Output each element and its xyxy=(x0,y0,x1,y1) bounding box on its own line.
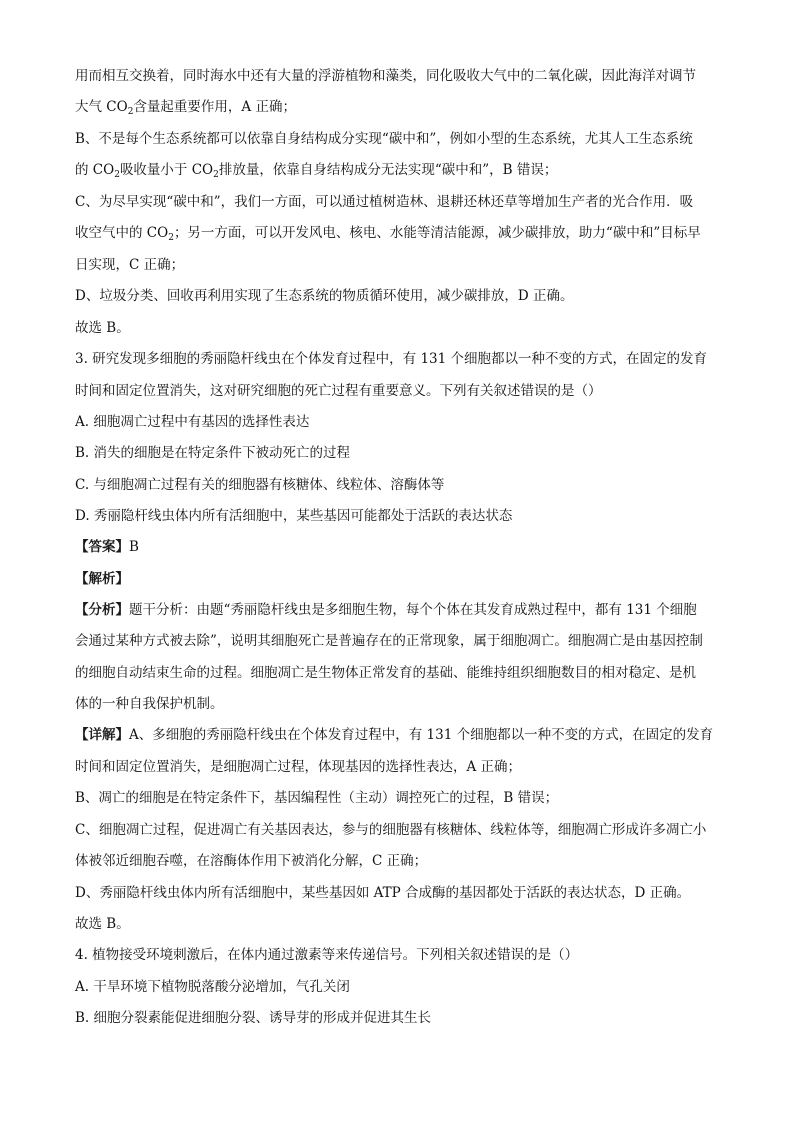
paragraph-line xyxy=(75,97,725,117)
subscript: 2 xyxy=(168,233,174,243)
analysis-line: 会通过某种方式被去除”，说明其细胞死亡是普遍存在的正常现象，属于细胞凋亡。细胞凋亡是由基因控制 xyxy=(75,633,703,649)
option-b-explanation-line: B、不是每个生态系统都可以依靠自身结构成分实现“碳中和”，例如小型的生态系统，尤其人工生态系统 xyxy=(75,131,693,147)
option-c-explanation-line: 日实现，C 正确； xyxy=(75,257,185,273)
detail-line: D、秀丽隐杆线虫体内所有活细胞中，某些基因如 ATP 合成酶的基因都处于活跃的表达状态，D 正确。 xyxy=(75,885,691,901)
detail-line: 时间和固定位置消失，是细胞凋亡过程，体现基因的选择性表达，A 正确； xyxy=(75,759,522,775)
question-4-option-b: B. 细胞分裂素能促进细胞分裂、诱导芽的形成并促进其生长 xyxy=(75,1010,432,1026)
question-4-option-a: A. 干旱环境下植物脱落酸分泌增加，气孔关闭 xyxy=(75,979,350,995)
detail-line xyxy=(75,725,725,745)
subscript: 2 xyxy=(127,107,134,117)
text-span: ；另一方面，可以开发风电、核电、水能等清洁能源，减少碳排放，助力“碳中和”目标早 xyxy=(173,225,701,241)
text-span: A、多细胞的秀丽隐杆线虫在个体发育过程中，有 131 个细胞都以一种不变的方式，在固定的发育 xyxy=(129,727,714,743)
explanation-heading xyxy=(75,569,725,589)
option-c-explanation-line: C、为尽早实现“碳中和”，我们一方面，可以通过植树造林、退耕还林还草等增加生产者的光合作用．吸 xyxy=(75,194,694,210)
question-3-option-d: D. 秀丽隐杆线虫体内所有活细胞中，某些基因可能都处于活跃的表达状态 xyxy=(75,508,513,524)
paragraph-line: 用而相互交换着，同时海水中还有大量的浮游植物和藻类，同化吸收大气中的二氧化碳，因此海洋对调节 xyxy=(75,68,696,84)
subscript: 2 xyxy=(114,170,120,180)
analysis-line: 体的一种自我保护机制。 xyxy=(75,696,224,712)
text-span: 含量起重要作用，A 正确； xyxy=(133,99,296,115)
analysis-tag: 【分析】 xyxy=(75,602,129,618)
analysis-line: 的细胞自动结束生命的过程。细胞凋亡是生物体正常发育的基础、能维持组织细胞数目的相对稳定、是机 xyxy=(75,665,696,681)
choose-line: 故选 B。 xyxy=(75,320,130,336)
question-3-option-b: B. 消失的细胞是在特定条件下被动死亡的过程 xyxy=(75,445,351,461)
answer-value: B xyxy=(129,539,139,555)
question-4-stem: 4. 植物接受环境刺激后，在体内通过激素等来传递信号。下列相关叙述错误的是（） xyxy=(75,947,579,963)
choose-line: 故选 B。 xyxy=(75,916,130,932)
text-span: 的 CO xyxy=(75,162,115,178)
detail-tag: 【详解】 xyxy=(75,727,129,743)
question-3-stem: 3. 研究发现多细胞的秀丽隐杆线虫在个体发育过程中，有 131 个细胞都以一种不变的方式，在固定的发育 xyxy=(75,351,708,367)
text-span: 题干分析：由题“秀丽隐杆线虫是多细胞生物，每个个体在其发育成熟过程中，都有 131 个细胞 xyxy=(129,602,697,618)
answer-line xyxy=(75,537,725,557)
explanation-tag: 【解析】 xyxy=(75,571,129,587)
text-span: 收空气中的 CO xyxy=(75,225,169,241)
question-3-option-c: C. 与细胞凋亡过程有关的细胞器有核糖体、线粒体、溶酶体等 xyxy=(75,477,445,493)
answer-tag: 【答案】 xyxy=(75,539,129,555)
option-d-explanation-line: D、垃圾分类、回收再利用实现了生态系统的物质循环使用，减少碳排放，D 正确。 xyxy=(75,288,574,304)
option-b-explanation-line xyxy=(75,160,725,180)
text-span: 吸收量小于 CO xyxy=(119,162,214,178)
detail-line: 体被邻近细胞吞噬，在溶酶体作用下被消化分解，C 正确； xyxy=(75,853,428,869)
analysis-line xyxy=(75,600,725,620)
option-c-explanation-line xyxy=(75,223,725,243)
text-span: 大气 CO xyxy=(75,99,128,115)
detail-line: B、凋亡的细胞是在特定条件下，基因编程性（主动）调控死亡的过程，B 错误； xyxy=(75,790,559,806)
question-3-option-a: A. 细胞凋亡过程中有基因的选择性表达 xyxy=(75,414,310,430)
subscript: 2 xyxy=(213,170,219,180)
question-3-stem: 时间和固定位置消失，这对研究细胞的死亡过程有重要意义。下列有关叙述错误的是（） xyxy=(75,383,602,399)
detail-line: C、细胞凋亡过程，促进凋亡有关基因表达，参与的细胞器有核糖体、线粒体等，细胞凋亡形成许多凋亡小 xyxy=(75,822,707,838)
text-span: 排放量，依靠自身结构成分无法实现“碳中和”，B 错误； xyxy=(218,162,558,178)
